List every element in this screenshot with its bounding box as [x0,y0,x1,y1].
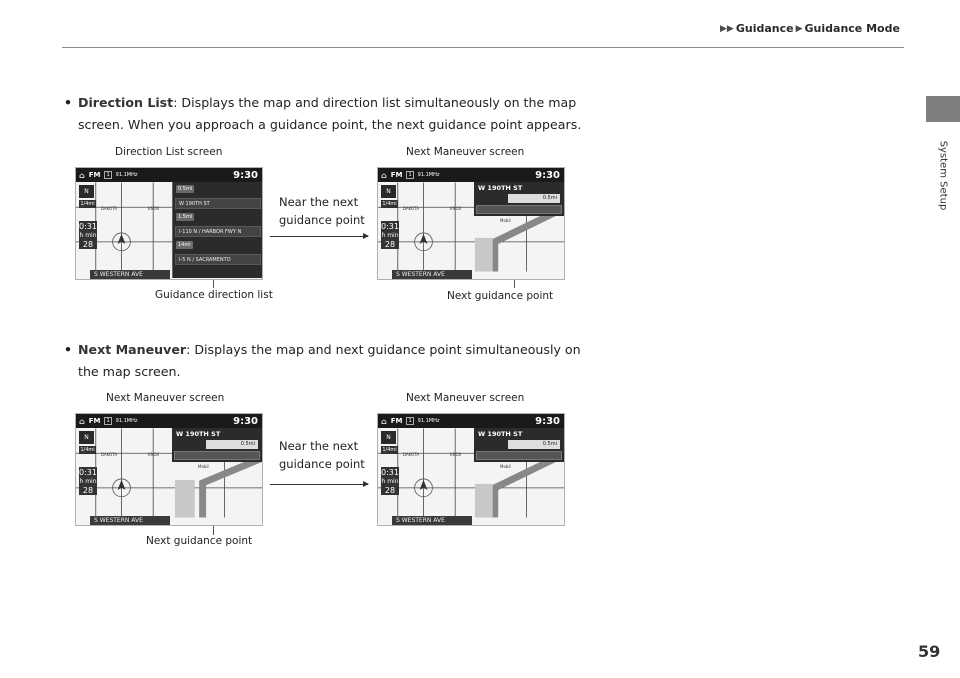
next-maneuver-street: W 190TH ST [176,430,221,438]
breadcrumb [720,22,900,35]
next-maneuver-panel[interactable] [474,182,564,216]
screen-top-bar: ⌂ FM 1 91.1MHz 9:30 [76,414,262,428]
screen-top-bar: ⌂ FM 1 91.1MHz 9:30 [378,168,564,182]
next-maneuver-screen-caption: Next Maneuver screen [106,392,225,404]
direction-list-screen-caption: Direction List screen [115,146,223,158]
distance-readout: 1/4mi [382,447,397,453]
direction-list-description: • Direction List: Displays the map and direction list simultaneously on the map screen. When you approach a guidance point, the next guidance point appears. [64,95,582,132]
distance-readout: 1/4mi [80,201,95,207]
screen-top-bar: ⌂ FM 1 91.1MHz 9:30 [76,168,262,182]
distance-readout: 1/4mi [382,201,397,207]
next-maneuver-distance: 0.5mi [508,194,560,203]
next-maneuver-screen: ⌂ FM 1 91.1MHz 9:30 DAKOTA KNOX Mobil N 1/4mi 0:31 h min 28 S WESTERN AVE W 190TH ST 0.5mi [75,413,263,526]
screen-top-bar: ⌂ FM 1 91.1MHz 9:30 [378,414,564,428]
home-icon: ⌂ [79,416,85,426]
next-maneuver-screen: ⌂ FM 1 91.1MHz 9:30 DAKOTA KNOX Mobil N 1/4mi 0:31 h min 28 S WESTERN AVE W 190TH ST 0.5mi [377,413,565,526]
next-maneuver-screen-caption: Next Maneuver screen [406,146,525,158]
callout-leader [213,526,214,535]
eta-panel: 0:31 h min 28 [79,468,97,495]
direction-distance-pill: 0.5mi [178,186,193,192]
next-guidance-point-callout: Next guidance point [146,535,253,547]
next-maneuver-street: W 190TH ST [478,430,523,438]
eta-panel: 0:31 h min 28 [381,222,399,249]
current-street-bar: S WESTERN AVE [392,270,472,279]
next-maneuver-panel[interactable] [474,428,564,462]
near-guidance-label: Near the next guidance point [279,195,365,227]
next-maneuver-description: • Next Maneuver: Displays the map and next guidance point simultaneously on the map screen. [64,342,581,379]
current-street-bar: S WESTERN AVE [90,516,170,525]
next-maneuver-distance: 0.5mi [508,440,560,449]
next-maneuver-street: W 190TH ST [478,184,523,192]
current-street-bar: S WESTERN AVE [90,270,170,279]
next-maneuver-screen: ⌂ FM 1 91.1MHz 9:30 DAKOTA KNOX Mobil N 1/4mi 0:31 h min 28 S WESTERN AVE W 190TH ST 0.5mi [377,167,565,280]
compass-icon[interactable]: N [381,431,396,444]
eta-panel: 0:31 h min 28 [79,222,97,249]
breadcrumb-arrow-icon: ▶▶ [720,23,734,34]
compass-icon[interactable]: N [79,431,94,444]
breadcrumb-arrow-icon: ▶ [795,23,803,34]
transition-arrow [270,484,368,485]
next-maneuver-term: Next Maneuver [78,342,187,357]
clock: 9:30 [535,415,560,427]
direction-list-item[interactable]: I-110 N / HARBOR FWY N [175,226,261,237]
lane-guidance [476,451,562,460]
direction-distance-pill: 14mi [178,242,191,248]
direction-list-screen: ⌂ FM 1 91.1MHz 9:30 DAKOTA KNOX N 1/4mi 0:31 h min 28 S WESTERN AVE 0.5mi W 190TH ST 1.5mi I-110 N / HARBOR FWY N 14mi I-5 N / SACRAMENTO [75,167,263,280]
next-maneuver-distance: 0.5mi [206,440,258,449]
compass-icon[interactable]: N [79,185,94,198]
eta-panel: 0:31 h min 28 [381,468,399,495]
page-number: 59 [918,642,941,661]
home-icon: ⌂ [381,170,387,180]
lane-guidance [476,205,562,214]
direction-list-item[interactable]: I-5 N / SACRAMENTO [175,254,261,265]
clock: 9:30 [233,169,258,181]
clock: 9:30 [233,415,258,427]
next-guidance-point-callout: Next guidance point [447,290,554,302]
home-icon: ⌂ [381,416,387,426]
chapter-tab [926,96,960,122]
direction-distance-pill: 1.5mi [178,214,193,220]
compass-icon[interactable]: N [381,185,396,198]
clock: 9:30 [535,169,560,181]
breadcrumb-guidance[interactable]: Guidance [735,22,794,35]
callout-leader [514,280,515,288]
direction-list-item[interactable]: W 190TH ST [175,198,261,209]
breadcrumb-guidance-mode[interactable]: Guidance Mode [804,22,900,35]
header-rule [62,47,904,48]
guidance-direction-list[interactable] [172,182,262,278]
transition-arrow [270,236,368,237]
current-street-bar: S WESTERN AVE [392,516,472,525]
lane-guidance [174,451,260,460]
next-maneuver-panel[interactable] [172,428,262,462]
direction-list-term: Direction List [78,95,174,110]
callout-leader [213,280,214,288]
next-maneuver-screen-caption: Next Maneuver screen [406,392,525,404]
chapter-label: System Setup [937,140,949,210]
near-guidance-label: Near the next guidance point [279,439,365,471]
guidance-direction-list-callout: Guidance direction list [155,289,273,301]
distance-readout: 1/4mi [80,447,95,453]
home-icon: ⌂ [79,170,85,180]
